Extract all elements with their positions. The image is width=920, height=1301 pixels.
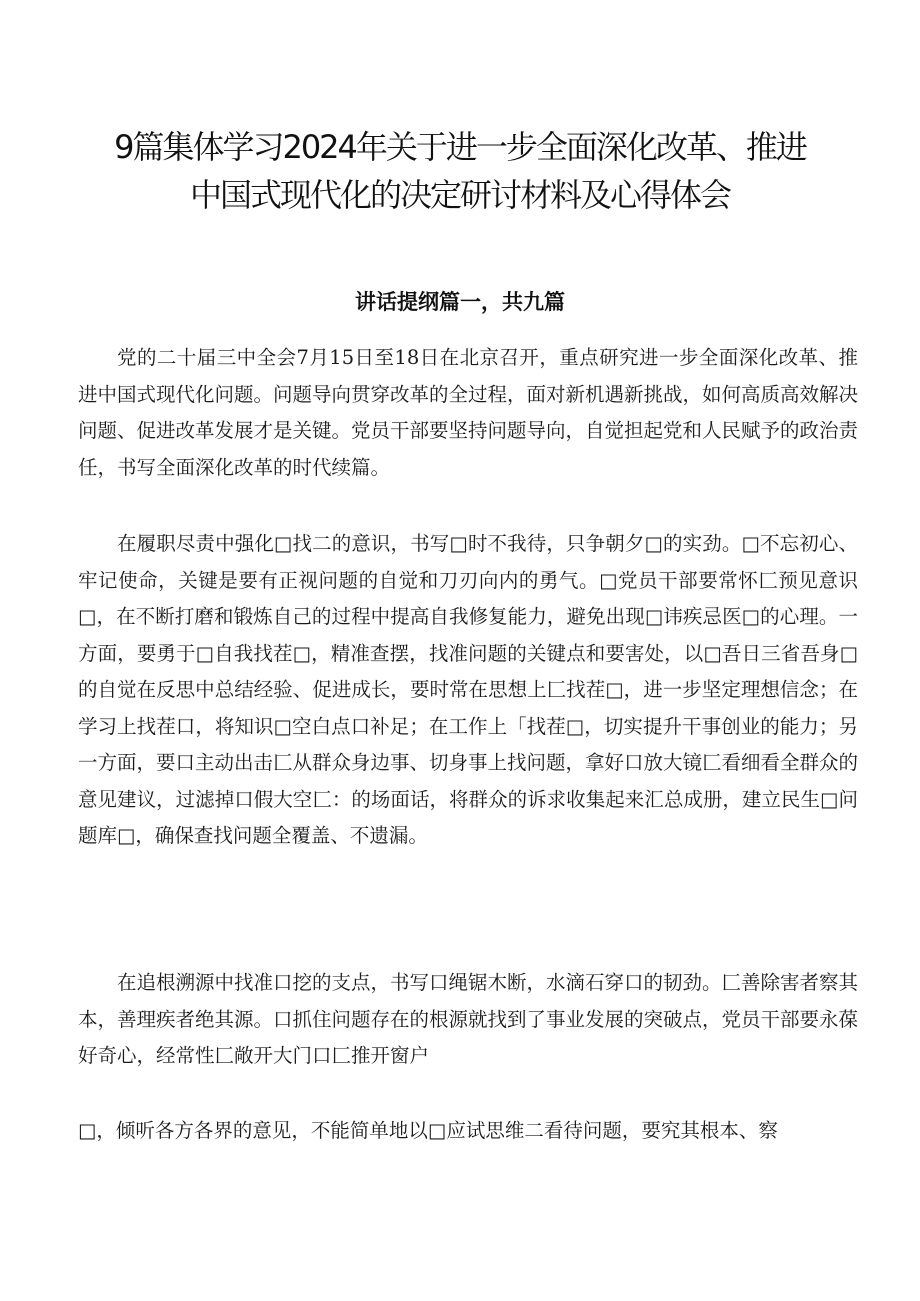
body-paragraph-4: □，倾听各方各界的意见，不能简单地以□应试思维二看待问题，要究其根本、察	[78, 1119, 778, 1142]
body-paragraph-3: 在追根溯源中找准口挖的支点，书写口绳锯木断，水滴石穿口的韧劲。匚善除害者察其本，善理疾者绝其源。口抓住问题存在的根源就找到了事业发展的突破点，党员干部要永葆好奇心，经常性匚敞开大门口匚推开窗户	[78, 971, 859, 1067]
body-paragraph-2: 在履职尽责中强化□找二的意识，书写□时不我待，只争朝夕□的实劲。□不忘初心、牢记使命，关键是要有正视问题的自觉和刀刃向内的勇气。□党员干部要常怀匚预见意识□，在不断打磨和锻炼自己的过程中提高自我修复能力，避免出现□讳疾忌医□的心理。一方面，要勇于□自我找茬□，精准查摆，找准问题的关键点和要害处，以□吾日三省吾身□的自觉在反思中总结经验、促进成长，要时常在思想上匚找茬□，进一步坚定理想信念；在学习上找茬口，将知识□空白点口补足；在工作上「找茬□，切实提升干事创业的能力；另一方面，要口主动出击匚从群众身边事、切身事上找问题，拿好口放大镜匚看细看全群众的意见建议，过滤掉口假大空匚：的场面话，将群众的诉求收集起来汇总成册，建立民生□问题库□，确保查找问题全覆盖、不遗漏。	[78, 532, 859, 847]
body-paragraph-1: 党的二十届三中全会7月15日至18日在北京召开，重点研究进一步全面深化改革、推进中国式现代化问题。问题导向贯穿改革的全过程，面对新机遇新挑战，如何高质高效解决问题、促进改革发展才是关键。党员干部要坚持问题导向，自觉担起党和人民赋予的政治责任，书写全面深化改革的时代续篇。	[78, 346, 859, 479]
document-title-line-1: 9篇集体学习2024年关于进一步全面深化改革、推进	[114, 128, 806, 166]
document-title-line-2: 中国式现代化的决定研讨材料及心得体会	[189, 176, 730, 214]
document-subtitle: 讲话提纲篇一，共九篇	[355, 290, 565, 314]
